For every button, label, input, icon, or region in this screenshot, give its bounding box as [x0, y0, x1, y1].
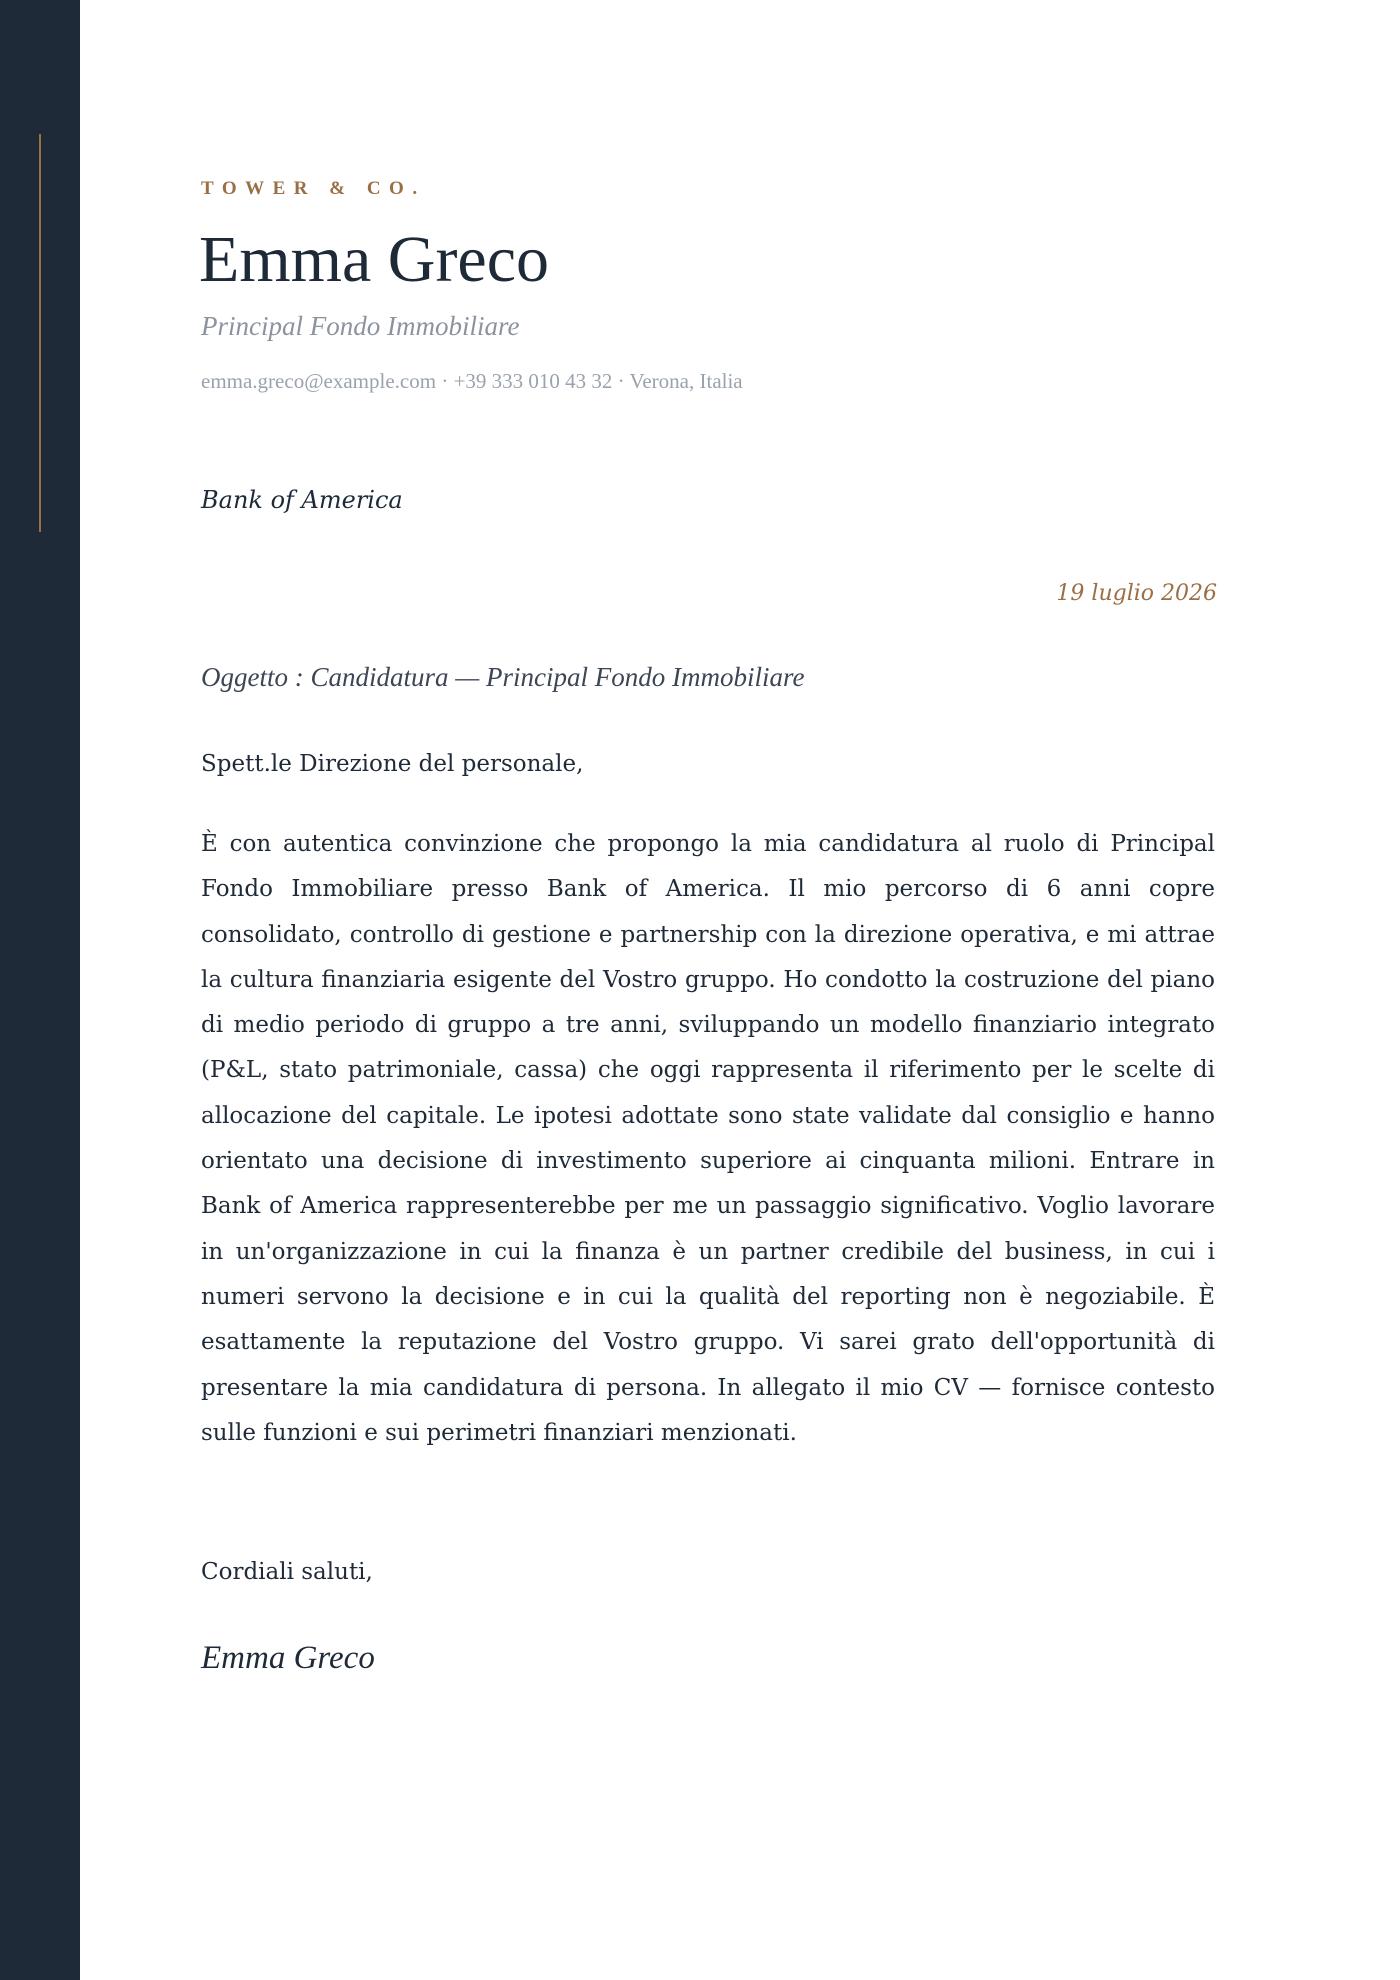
recipient: Bank of America: [201, 486, 403, 514]
sidebar-accent-rule: [39, 134, 41, 532]
letter-date: 19 luglio 2026: [1056, 581, 1217, 606]
letter-body: È con autentica convinzione che propongo la mia candidatura al ruolo di Principal Fondo Immobiliare presso Bank of America. Il mio percorso di 6 anni copre consolidato, controllo di gestione e partnership con la direzione operativa, e mi attrae la cultura finanziaria esigente del Vostro gruppo. Ho condotto la costruzione del piano di medio periodo di gruppo a tre anni, sviluppando un modello finanziario integrato (P&L, stato patrimoniale, cassa) che oggi rappresenta il riferimento per le scelte di allocazione del capitale. Le ipotesi adottate sono state validate dal consiglio e hanno orientato una decisione di investimento superiore ai cinquanta milioni. Entrare in Bank of America rappresenterebbe per me un passaggio significativo. Voglio lavorare in un'organizzazione in cui la finanza è un partner credibile del business, in cui i numeri servono la decisione e in cui la qualità del reporting non è negoziabile. È esattamente la reputazione del Vostro gruppo. Vi sarei grato dell'opportunità di presentare la mia candidatura di persona. In allegato il mio CV — fornisce contesto sulle funzioni e sui perimetri finanziari menzionati.: [201, 831, 1215, 1446]
sender-name: Emma Greco: [199, 223, 550, 296]
subject-line: Oggetto : Candidatura — Principal Fondo Immobiliare: [201, 662, 805, 692]
closing: Cordiali saluti,: [201, 1559, 373, 1585]
sender-contact: emma.greco@example.com · +39 333 010 43 32 · Verona, Italia: [201, 369, 743, 393]
sidebar-band: [0, 0, 80, 1980]
salutation: Spett.le Direzione del personale,: [201, 751, 584, 777]
sender-role: Principal Fondo Immobiliare: [201, 311, 520, 341]
firm-name: TOWER & CO.: [201, 178, 426, 199]
signature: Emma Greco: [201, 1640, 375, 1676]
